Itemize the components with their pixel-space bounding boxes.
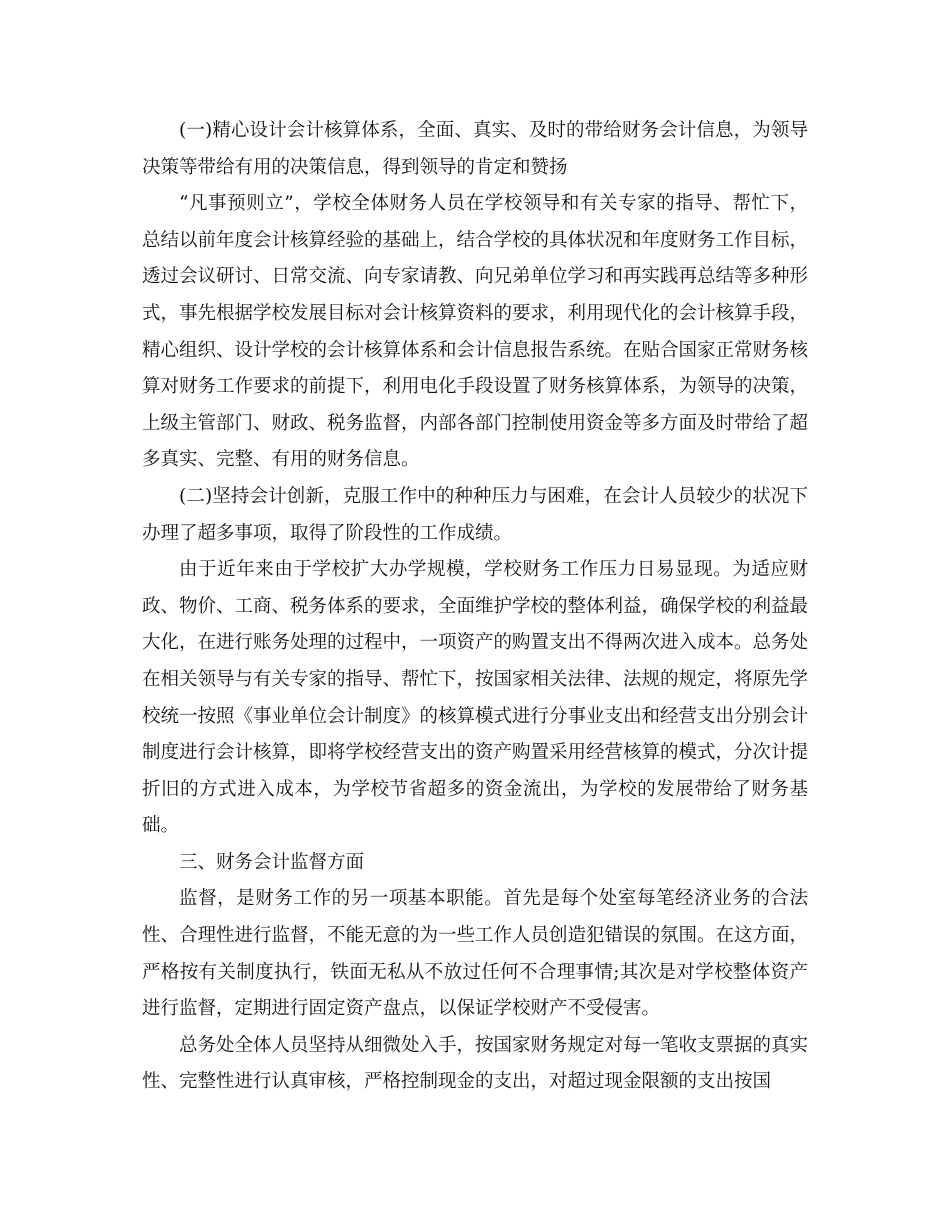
paragraph-5: 监督，是财务工作的另一项基本职能。首先是每个处室每笔经济业务的合法性、合理性进行监督，不能无意的为一些工作人员创造犯错误的氛围。在这方面，严格按有关制度执行，铁面无私从不放过任何不合理事情;其次是对学校整体资产进行监督，定期进行固定资产盘点，以保证学校财产不受侵害。: [142, 888, 809, 1020]
paragraph-6: 总务处全体人员坚持从细微处入手，按国家财务规定对每一笔收支票据的真实性、完整性进行认真审核，严格控制现金的支出，对超过现金限额的支出按国: [142, 1034, 809, 1093]
section-heading: 三、财务会计监督方面: [179, 851, 365, 873]
paragraph-4: 由于近年来由于学校扩大办学规模，学校财务工作压力日易显现。为适应财政、物价、工商、税务体系的要求，全面维护学校的整体利益，确保学校的利益最大化，在进行账务处理的过程中，一项资产的购置支出不得两次进入成本。总务处在相关领导与有关专家的指导、帮忙下，按国家相关法律、法规的规定，将原先学校统一按照《事业单位会计制度》的核算模式进行分事业支出和经营支出分别会计制度进行会计核算，即将学校经营支出的资产购置采用经营核算的模式，分次计提折旧的方式进入成本，为学校节省超多的资金流出，为学校的发展带给了财务基础。: [142, 559, 809, 837]
paragraph-3: (二)坚持会计创新，克服工作中的种种压力与困难，在会计人员较少的状况下办理了超多事项，取得了阶段性的工作成绩。: [142, 485, 808, 544]
paragraph-1: (一)精心设计会计核算体系，全面、真实、及时的带给财务会计信息，为领导决策等带给有用的决策信息，得到领导的肯定和赞扬: [142, 120, 808, 178]
document-body: [142, 113, 808, 1101]
paragraph-2: “凡事预则立”，学校全体财务人员在学校领导和有关专家的指导、帮忙下，总结以前年度会计核算经验的基础上，结合学校的具体状况和年度财务工作目标，透过会议研讨、日常交流、向专家请教、向兄弟单位学习和再实践再总结等多种形式，事先根据学校发展目标对会计核算资料的要求，利用现代化的会计核算手段，精心组织、设计学校的会计核算体系和会计信息报告系统。在贴合国家正常财务核算对财务工作要求的前提下，利用电化手段设置了财务核算体系，为领导的决策，上级主管部门、财政、税务监督，内部各部门控制使用资金等多方面及时带给了超多真实、完整、有用的财务信息。: [142, 193, 809, 471]
